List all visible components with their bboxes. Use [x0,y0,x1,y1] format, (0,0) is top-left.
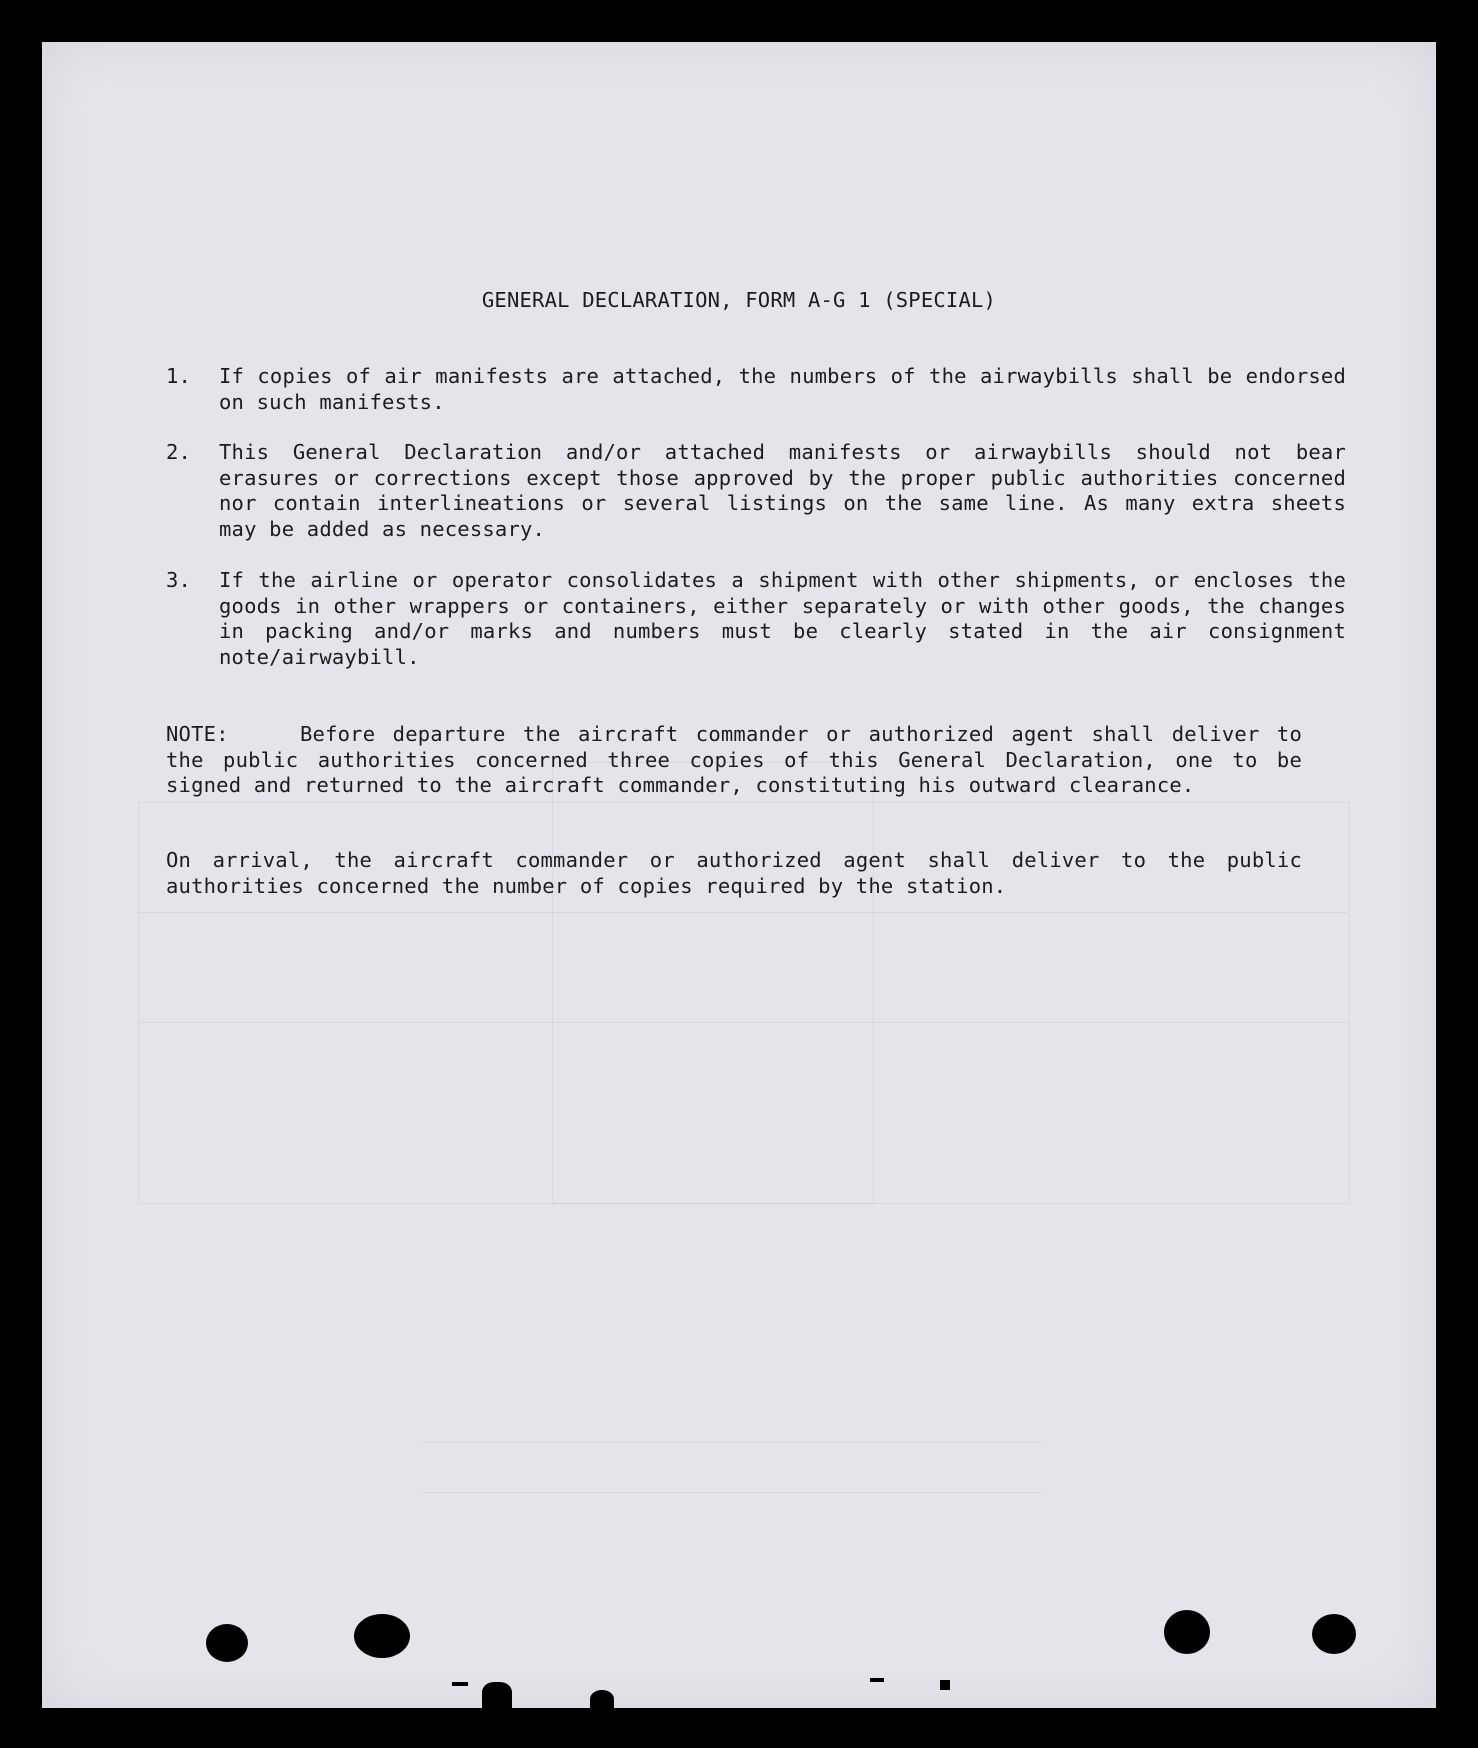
list-item [166,364,1346,415]
bleed-through-rule [138,1022,1348,1023]
list-item-number: 2. [166,440,192,464]
list-item-text: This General Declaration and/or attached manifests or airwaybills should not bear erasures or corrections except those approved by the proper public authorities concerned nor contain interlineations or several listings on the same line. As many extra sheets may be added as necessary. [219,440,1346,541]
note-label: NOTE: [166,722,229,746]
punch-hole [206,1624,248,1662]
note-paragraph [166,722,1302,799]
list-item [166,440,1346,542]
bleed-through-rule [422,1442,1042,1443]
list-item-text: If the airline or operator consolidates a shipment with other shipments, or encloses the goods in other wrappers or containers, either separately or with other goods, the changes in packing and/or marks and numbers must be clearly stated in the air consignment note/airwaybill. [219,568,1346,669]
bleed-through-column [552,762,874,1204]
scan-artifact [482,1682,512,1708]
punch-hole [1164,1610,1210,1654]
document-page [42,42,1436,1708]
arrival-paragraph: On arrival, the aircraft commander or authorized agent shall deliver to the public authorities concerned the number of copies required by the station. [166,848,1302,898]
scan-artifact [870,1678,884,1682]
punch-hole [354,1614,410,1658]
document-title: GENERAL DECLARATION, FORM A-G 1 (SPECIAL) [481,288,997,312]
list-item-number: 3. [166,568,192,592]
bleed-through-rule [422,1492,1042,1493]
list-item [166,568,1346,670]
scan-artifact [940,1680,950,1690]
list-item-number: 1. [166,364,192,388]
list-item-text: If copies of air manifests are attached, the numbers of the airwaybills shall be endorsed on such manifests. [219,364,1346,414]
bleed-through-rule [138,912,1348,913]
punch-hole [1312,1614,1356,1654]
note-text: Before departure the aircraft commander or authorized agent shall deliver to the public authorities concerned three copies of this General Declaration, one to be signed and returned to the aircraft commander, constituting his outward clearance. [166,722,1302,797]
scan-artifact [452,1682,468,1686]
scan-artifact [590,1690,614,1708]
